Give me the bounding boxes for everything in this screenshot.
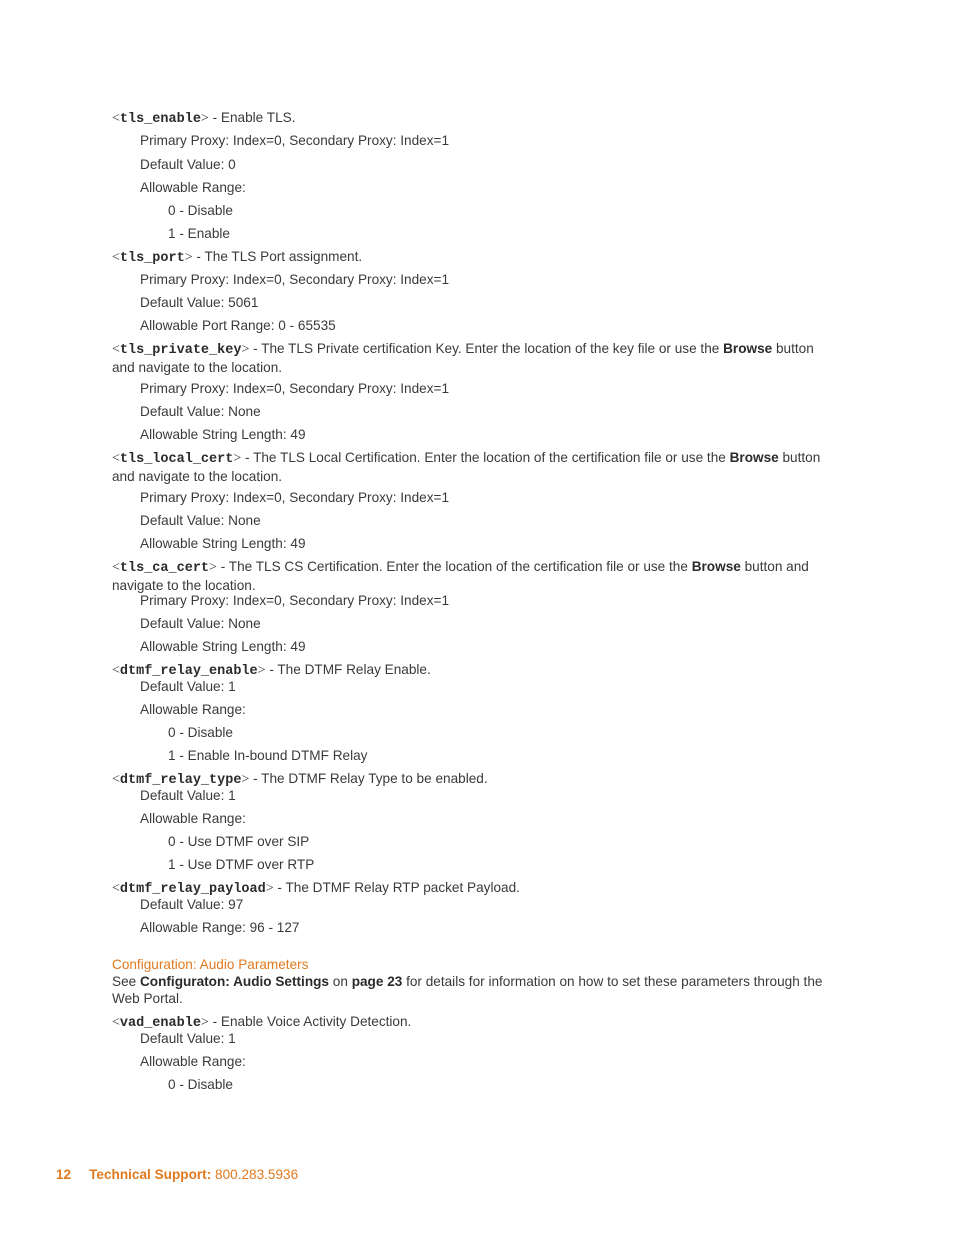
param-desc: - The DTMF Relay Enable. [265, 662, 431, 677]
default-value: Default Value: None [140, 616, 261, 631]
param-desc: - The TLS Local Certification. Enter the location of the certification file or use the [241, 450, 730, 465]
param-name: dtmf_relay_enable [119, 664, 258, 679]
page-number: 12 [56, 1167, 72, 1182]
range-line: Allowable Port Range: 0 - 65535 [140, 318, 336, 333]
tech-support-phone: 800.283.5936 [211, 1167, 299, 1182]
param-name: dtmf_relay_type [119, 773, 242, 788]
param-name: tls_enable [119, 112, 201, 127]
page-footer [56, 1166, 298, 1183]
page-reference[interactable]: page 23 [351, 974, 403, 989]
range-option: 1 - Enable In-bound DTMF Relay [168, 748, 368, 763]
param-vad-enable: <vad_enable> - Enable Voice Activity Detection. [112, 1014, 412, 1031]
range-line: Allowable Range: 96 - 127 [140, 920, 300, 935]
browse-label: Browse [723, 341, 773, 356]
range-option: 1 - Enable [168, 226, 230, 241]
section-intro: See Configuraton: Audio Settings on page 23 for details for information on how to set these parameters through the Web Portal. [112, 974, 823, 1006]
default-value: Default Value: 1 [140, 679, 236, 694]
default-value: Default Value: 1 [140, 1031, 236, 1046]
param-desc: - The TLS Port assignment. [192, 249, 363, 264]
default-value: Default Value: 0 [140, 157, 236, 172]
param-desc: - The TLS CS Certification. Enter the location of the certification file or use the [216, 559, 692, 574]
default-value: Default Value: 5061 [140, 295, 259, 310]
param-name: vad_enable [119, 1016, 201, 1031]
range-label: Allowable Range: [140, 180, 246, 195]
param-tls-local-cert: <tls_local_cert> - The TLS Local Certification. Enter the location of the certification file or use the Browse button and navigate to the location. [112, 450, 821, 484]
default-value: Default Value: None [140, 513, 261, 528]
range-option: 0 - Disable [168, 725, 233, 740]
param-tls-port: <tls_port> - The TLS Port assignment. [112, 249, 363, 266]
browse-label: Browse [691, 559, 741, 574]
proxy-line: Primary Proxy: Index=0, Secondary Proxy: Index=1 [140, 593, 450, 608]
param-tls-ca-cert: <tls_ca_cert> - The TLS CS Certification. Enter the location of the certification file or use the Browse button and navigate to the location. [112, 559, 809, 593]
range-label: Allowable Range: [140, 702, 246, 717]
param-dtmf-relay-payload: <dtmf_relay_payload> - The DTMF Relay RTP packet Payload. [112, 880, 520, 897]
param-dtmf-relay-enable: <dtmf_relay_enable> - The DTMF Relay Enable. [112, 662, 431, 679]
length-line: Allowable String Length: 49 [140, 427, 306, 442]
length-line: Allowable String Length: 49 [140, 639, 306, 654]
length-line: Allowable String Length: 49 [140, 536, 306, 551]
range-option: 1 - Use DTMF over RTP [168, 857, 315, 872]
param-tls-enable: <tls_enable> - Enable TLS. [112, 110, 296, 127]
tech-support-label: Technical Support: [89, 1167, 212, 1182]
range-option: 0 - Disable [168, 203, 233, 218]
default-value: Default Value: 97 [140, 897, 244, 912]
param-name: tls_port [119, 251, 185, 266]
param-name: tls_private_key [119, 343, 242, 358]
default-value: Default Value: 1 [140, 788, 236, 803]
range-label: Allowable Range: [140, 811, 246, 826]
browse-label: Browse [729, 450, 779, 465]
proxy-line: Primary Proxy: Index=0, Secondary Proxy: Index=1 [140, 381, 450, 396]
param-dtmf-relay-type: <dtmf_relay_type> - The DTMF Relay Type to be enabled. [112, 771, 488, 788]
proxy-line: Primary Proxy: Index=0, Secondary Proxy: Index=1 [140, 490, 450, 505]
proxy-line: Primary Proxy: Index=0, Secondary Proxy: Index=1 [140, 272, 450, 287]
param-desc: - The DTMF Relay RTP packet Payload. [273, 880, 520, 895]
cross-reference-link[interactable]: Configuraton: Audio Settings [139, 974, 329, 989]
param-name: tls_ca_cert [119, 561, 210, 576]
param-desc: - Enable TLS. [208, 110, 296, 125]
range-option: 0 - Disable [168, 1077, 233, 1092]
param-desc: - The TLS Private certification Key. Enter the location of the key file or use the [249, 341, 724, 356]
param-name: tls_local_cert [119, 452, 234, 467]
param-desc: - The DTMF Relay Type to be enabled. [249, 771, 488, 786]
param-desc: - Enable Voice Activity Detection. [208, 1014, 412, 1029]
param-tls-private-key: <tls_private_key> - The TLS Private certification Key. Enter the location of the key file or use the Browse button and navigate to the location. [112, 341, 814, 375]
proxy-line: Primary Proxy: Index=0, Secondary Proxy: Index=1 [140, 133, 450, 148]
default-value: Default Value: None [140, 404, 261, 419]
range-option: 0 - Use DTMF over SIP [168, 834, 310, 849]
section-heading: Configuration: Audio Parameters [112, 957, 309, 972]
param-name: dtmf_relay_payload [119, 882, 266, 897]
range-label: Allowable Range: [140, 1054, 246, 1069]
